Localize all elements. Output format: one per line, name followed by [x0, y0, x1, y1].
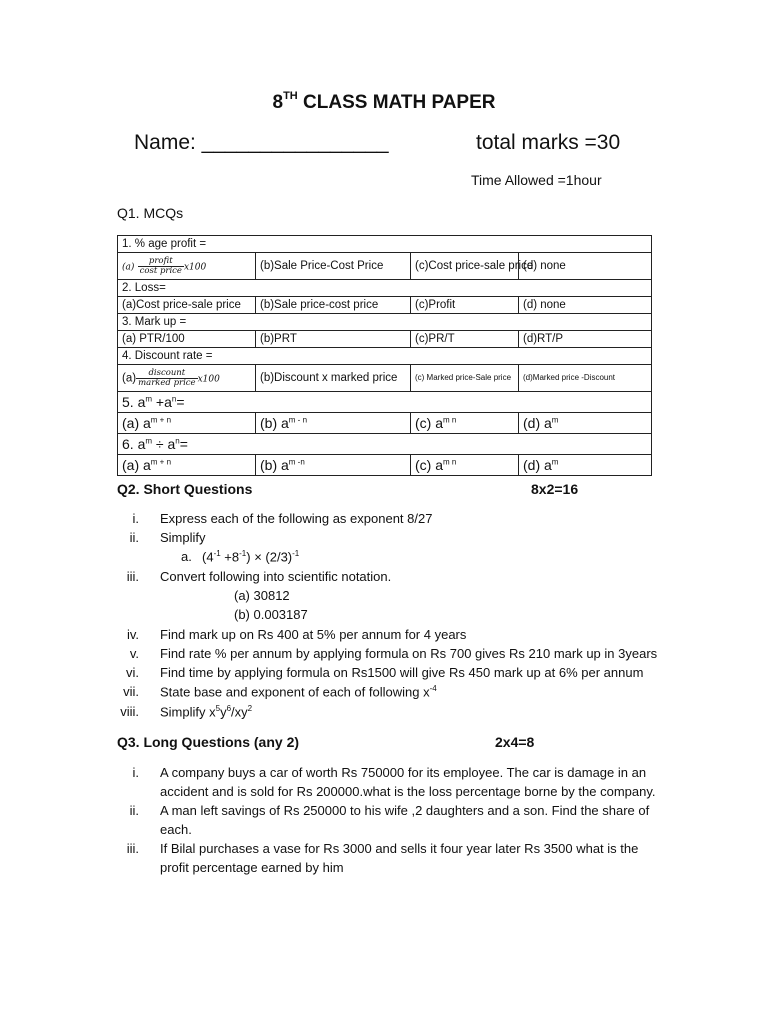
mcq-2-option-d: (d) none	[519, 297, 652, 314]
q3-item-number: ii.	[129, 803, 139, 818]
mcq-5-question: 5. $a^m +a^n=$	[118, 392, 652, 413]
q3-item-text: If Bilal purchases a vase for Rs 3000 and sells it four year later Rs 3500 what is the	[160, 841, 639, 856]
q2-item-text: Find mark up on Rs 400 at 5% per annum for 4 years	[160, 627, 467, 642]
mcq-1-option-d: (d) none	[519, 253, 652, 280]
mcq-2-option-a: (a)Cost price-sale price	[118, 297, 256, 314]
q2-subitem-expression: $(4^{-1} +8^{-1}) \times (2/3)^{-1}$	[202, 549, 300, 565]
mcq-4-option-d: (d)Marked price -Discount	[519, 365, 652, 392]
mcq-1-question: 1. % age profit =	[118, 236, 652, 253]
mcq-4-option-b: (b)Discount x marked price	[256, 365, 411, 392]
mcq-1-option-c: (c)Cost price-sale price	[411, 253, 519, 280]
mcq-1-option-b: (b)Sale Price-Cost Price	[256, 253, 411, 280]
mcq-3-question: 3. Mark up =	[118, 314, 652, 331]
mcq-6-option-b: (b) $a^{m -n}$	[256, 455, 411, 476]
time-allowed: Time Allowed =1hour	[471, 172, 602, 188]
q3-item-text: profit percentage earned by him	[160, 860, 344, 875]
paper-title: 8TH CLASS MATH PAPER	[272, 90, 496, 113]
q2-item-text: Find time by applying formula on Rs1500 will give Rs 450 mark up at 6% per annum	[160, 665, 644, 680]
q3-item-text: A man left savings of Rs 250000 to his wife ,2 daughters and a son. Find the share of	[160, 803, 650, 818]
q3-heading: Q3. Long Questions (any 2)	[117, 734, 300, 750]
q3-item-number: iii.	[126, 841, 139, 856]
q2-item-number: iii.	[126, 569, 139, 584]
q2-item-text: Simplify	[160, 530, 206, 545]
mcq-5-option-b: (b) $a^{m - n}$	[256, 413, 411, 434]
q2-item-text: Convert following into scientific notation.	[160, 569, 392, 584]
mcq-6-question: 6. $a^m \div a^n=$	[118, 434, 652, 455]
mcq-table	[117, 235, 652, 476]
mcq-2-option-b: (b)Sale price-cost price	[256, 297, 411, 314]
q2-heading: Q2. Short Questions	[117, 481, 253, 497]
mcq-4-option-a: (a) $\frac{\text{discount}}{\text{marked price}}$ x100	[118, 365, 256, 392]
q3-item-text: each.	[160, 822, 192, 837]
total-marks: total marks =30	[476, 131, 621, 154]
q3-item-text: A company buys a car of worth Rs 750000 for its employee. The car is damage in an	[160, 765, 647, 780]
mcq-4-question: 4. Discount rate =	[118, 348, 652, 365]
mcq-3-option-c: (c)PR/T	[411, 331, 519, 348]
q2-item-number: iv.	[126, 627, 139, 642]
mcq-2-question: 2. Loss=	[118, 280, 652, 297]
q2-item-text: Find rate % per annum by applying formula on Rs 700 gives Rs 210 mark up in 3years	[160, 646, 658, 661]
mcq-2-option-c: (c)Profit	[411, 297, 519, 314]
q2-subitem-label: a.	[181, 549, 192, 564]
q2-item-number: vii.	[123, 684, 139, 699]
mcq-3-option-d: (d)RT/P	[519, 331, 652, 348]
mcq-3-option-a: (a) PTR/100	[118, 331, 256, 348]
mcq-5-option-c: (c) $a^{m n}$	[411, 413, 519, 434]
q3-item-text: accident and is sold for Rs 200000.what is the loss percentage borne by the company.	[160, 784, 656, 799]
q2-marks: 8x2=16	[531, 481, 579, 497]
q2-item-number: i.	[132, 511, 139, 526]
mcq-6-option-a: (a) $a^{m + n}$	[118, 455, 256, 476]
q1-heading: Q1. MCQs	[117, 205, 184, 221]
mcq-6-option-c: (c) $a^{m n}$	[411, 455, 519, 476]
mcq-6-option-d: (d) $a^m$	[519, 455, 652, 476]
q2-item-number: ii.	[129, 530, 139, 545]
mcq-3-option-b: (b)PRT	[256, 331, 411, 348]
mcq-4-option-c: (c) Marked price-Sale price	[411, 365, 519, 392]
q3-marks: 2x4=8	[495, 734, 535, 750]
mcq-1-option-a: (a) $\frac{\text{profit}}{\text{cost price}}$ x100	[118, 253, 256, 280]
name-field-label: Name: ________________	[134, 131, 389, 154]
q2-item-number: v.	[129, 646, 139, 661]
q3-item-number: i.	[132, 765, 139, 780]
q2-item-number: vi.	[126, 665, 139, 680]
q2-item-text: Express each of the following as exponent 8/27	[160, 511, 433, 526]
q2-subitem: (a) 30812	[234, 588, 290, 603]
fraction: $\frac{\text{profit}}{\text{cost price}}$	[139, 255, 182, 276]
fraction: $\frac{\text{discount}}{\text{marked price}}$	[138, 367, 196, 388]
mcq-5-option-a: (a) $a^{m + n}$	[118, 413, 256, 434]
q2-item-text: State base and exponent of each of following $x^{-4}$	[160, 684, 437, 700]
q2-item-number: viii.	[120, 704, 139, 719]
q2-subitem: (b) 0.003187	[234, 607, 308, 622]
mcq-5-option-d: (d) $a^m$	[519, 413, 652, 434]
q2-item-text: Simplify $x^5y^6/xy^2$	[160, 704, 253, 720]
